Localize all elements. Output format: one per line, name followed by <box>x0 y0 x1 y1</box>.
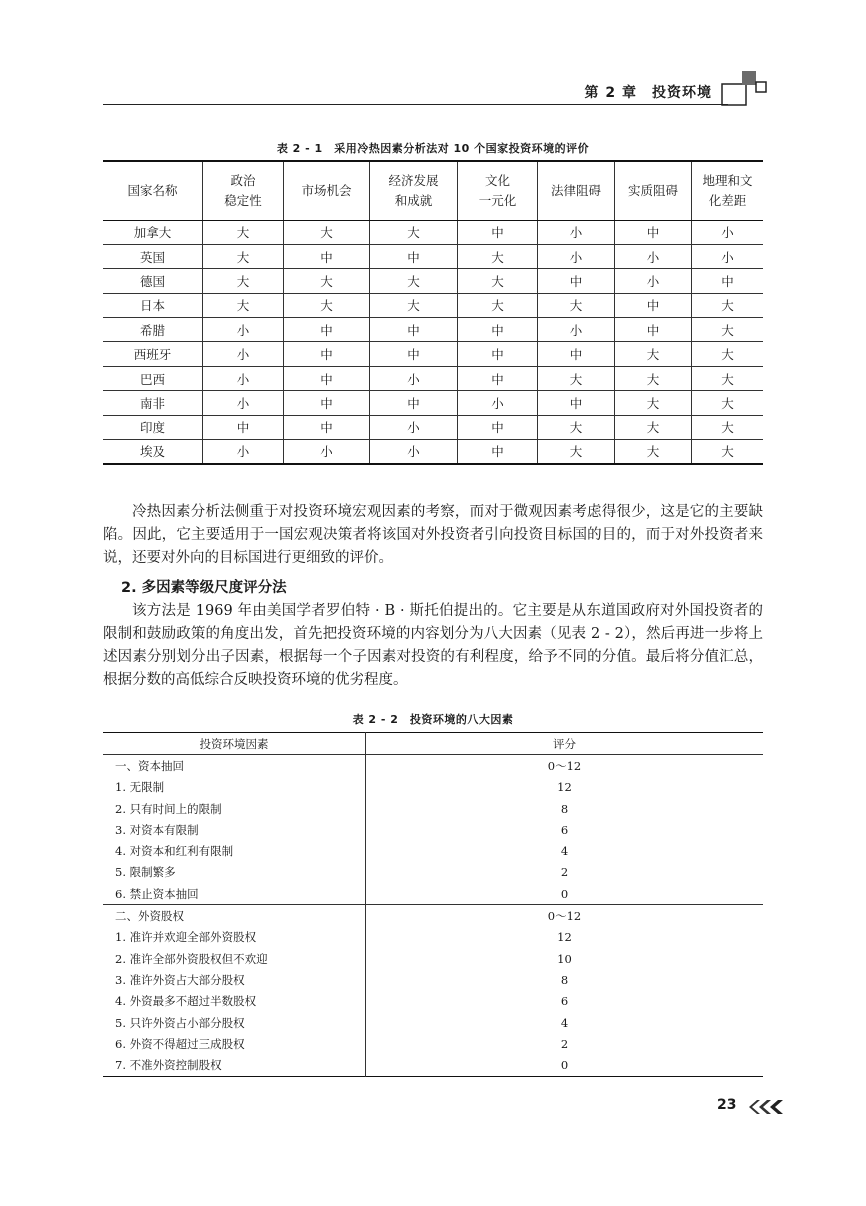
table2-factor-cell: 1. 准许并欢迎全部外资股权 <box>115 930 257 945</box>
table1-header-line: 政治 <box>230 172 256 188</box>
table1-rating-cell: 中 <box>284 244 370 268</box>
table1-row <box>103 391 763 415</box>
table2-row <box>103 840 763 861</box>
table1-header-cell: 国家名称 <box>103 161 203 220</box>
table1-country-cell: 加拿大 <box>103 220 203 244</box>
table1-header-line: 和成就 <box>394 192 433 208</box>
table2-header-row <box>103 733 763 755</box>
table1-country-cell: 希腊 <box>103 318 203 342</box>
table1-country-cell: 西班牙 <box>103 342 203 366</box>
table1-rating-cell: 大 <box>538 293 615 317</box>
table1-rating-cell: 中 <box>458 342 538 366</box>
table1-rating-cell: 小 <box>203 366 284 390</box>
table1-country-cell: 埃及 <box>103 440 203 464</box>
table1-rating-cell: 中 <box>458 220 538 244</box>
table1-rating-cell: 大 <box>203 244 284 268</box>
table1-rating-cell: 大 <box>615 391 692 415</box>
table1-rating-cell: 大 <box>615 342 692 366</box>
table2-row <box>103 1012 763 1033</box>
chapter-header-title: 第 2 章 投资环境 <box>584 85 712 101</box>
table1-rating-cell: 大 <box>284 220 370 244</box>
table1-row <box>103 293 763 317</box>
table1-rating-cell: 大 <box>692 391 764 415</box>
table1-rating-cell: 小 <box>203 318 284 342</box>
table2-row <box>103 927 763 948</box>
table1-rating-cell: 大 <box>538 415 615 439</box>
table1-rating-cell: 大 <box>203 293 284 317</box>
table2-row <box>103 905 763 927</box>
table1-rating-cell: 中 <box>284 342 370 366</box>
table2-score-cell: 0～12 <box>366 755 764 777</box>
section-heading: 2. 多因素等级尺度评分法 <box>121 580 287 596</box>
table1-row <box>103 366 763 390</box>
table1-rating-cell: 大 <box>458 269 538 293</box>
table1-rating-cell: 中 <box>538 269 615 293</box>
table1-row <box>103 318 763 342</box>
table1-header-line: 经济发展 <box>388 172 439 188</box>
table1-rating-cell: 中 <box>458 366 538 390</box>
table2-row <box>103 862 763 883</box>
table1-rating-cell: 中 <box>538 342 615 366</box>
table1-header-row <box>103 161 763 220</box>
table1-rating-cell: 小 <box>692 220 764 244</box>
table1-header-cell: 市场机会 <box>284 161 370 220</box>
table1-rating-cell: 大 <box>692 366 764 390</box>
table1-rating-cell: 小 <box>615 269 692 293</box>
table2-row <box>103 1054 763 1076</box>
table1-row <box>103 269 763 293</box>
table2-score-cell: 4 <box>366 1012 764 1033</box>
table2-score-cell: 6 <box>366 819 764 840</box>
table2-factor-cell: 6. 禁止资本抽回 <box>115 886 199 901</box>
table1-rating-cell: 中 <box>458 415 538 439</box>
table1-rating-cell: 小 <box>203 391 284 415</box>
table1-rating-cell: 中 <box>370 244 458 268</box>
table1-rating-cell: 中 <box>370 342 458 366</box>
table1-rating-cell: 小 <box>458 391 538 415</box>
table1-rating-cell: 中 <box>538 391 615 415</box>
table1-rating-cell: 小 <box>692 244 764 268</box>
table1-rating-cell: 大 <box>370 220 458 244</box>
table1-rating-cell: 小 <box>370 440 458 464</box>
table2-caption: 表 2 - 2 投资环境的八大因素 <box>352 713 514 726</box>
table2-header-cell: 投资环境因素 <box>103 733 366 755</box>
table1-rating-cell: 中 <box>370 391 458 415</box>
page-number: 23 <box>717 1097 737 1113</box>
table1-rating-cell: 中 <box>370 318 458 342</box>
table2-factor-cell: 1. 无限制 <box>115 780 165 795</box>
table2-score-cell: 2 <box>366 862 764 883</box>
table2-score-cell: 8 <box>366 969 764 990</box>
table2-factor-cell: 一、资本抽回 <box>115 758 184 773</box>
table2-score-cell: 0 <box>366 883 764 905</box>
table2-factor-cell: 3. 对资本有限制 <box>115 822 199 837</box>
table2-row <box>103 819 763 840</box>
table2-factor-cell: 4. 对资本和红利有限制 <box>115 844 234 859</box>
chapter-corner-mark-icon <box>721 70 769 106</box>
table2 <box>103 732 763 1077</box>
table1-rating-cell: 大 <box>692 318 764 342</box>
table1-rating-cell: 中 <box>284 318 370 342</box>
table1-header-cell: 法律阻碍 <box>538 161 615 220</box>
table1-row <box>103 342 763 366</box>
table1-header-cell <box>458 161 538 220</box>
table2-score-cell: 6 <box>366 991 764 1012</box>
table1-header-line: 稳定性 <box>224 192 262 208</box>
table1-rating-cell: 小 <box>370 415 458 439</box>
table1-rating-cell: 中 <box>615 220 692 244</box>
table1-rating-cell: 中 <box>458 318 538 342</box>
table1-country-cell: 巴西 <box>103 366 203 390</box>
table2-row <box>103 991 763 1012</box>
table1-rating-cell: 大 <box>538 440 615 464</box>
table1-row <box>103 220 763 244</box>
table1-header-line: 文化 <box>484 172 510 188</box>
table2-score-cell: 10 <box>366 948 764 969</box>
table2-row <box>103 755 763 777</box>
table1-rating-cell: 小 <box>538 220 615 244</box>
table1-rating-cell: 中 <box>284 391 370 415</box>
table1-country-cell: 南非 <box>103 391 203 415</box>
table1-header-cell <box>370 161 458 220</box>
table1-header-line: 地理和文 <box>702 172 753 188</box>
table1-rating-cell: 中 <box>203 415 284 439</box>
table1-rating-cell: 大 <box>284 269 370 293</box>
table2-row <box>103 948 763 969</box>
table1-rating-cell: 小 <box>284 440 370 464</box>
table1-rating-cell: 小 <box>370 366 458 390</box>
table1-rating-cell: 大 <box>615 366 692 390</box>
table1-rating-cell: 中 <box>284 366 370 390</box>
table2-row <box>103 1033 763 1054</box>
table2-factor-cell: 3. 准许外资占大部分股权 <box>115 972 245 987</box>
table1-caption: 表 2 - 1 采用冷热因素分析法对 10 个国家投资环境的评价 <box>276 142 590 155</box>
table1-rating-cell: 小 <box>538 244 615 268</box>
table1-country-cell: 英国 <box>103 244 203 268</box>
paragraph-2: 该方法是 1969 年由美国学者罗伯特 · B · 斯托伯提出的。它主要是从东道国政府对外国投资者的限制和鼓励政策的角度出发，首先把投资环境的内容划分为八大因素（见表 2 - 2），然后再进一步将上述因素分别划分出子因素，根据每一个子因素对投资的有利程度，给予不同的分值。最后将分值汇总，根据分数的高低综合反映投资环境的优劣程度。 <box>103 603 763 688</box>
table2-factor-cell: 4. 外资最多不超过半数股权 <box>115 994 257 1009</box>
table1-header-cell <box>692 161 764 220</box>
table1-rating-cell: 大 <box>370 269 458 293</box>
table1-rating-cell: 小 <box>538 318 615 342</box>
table1-header-cell <box>203 161 284 220</box>
table2-score-cell: 4 <box>366 840 764 861</box>
table1-rating-cell: 大 <box>538 366 615 390</box>
table1-country-cell: 印度 <box>103 415 203 439</box>
table2-score-cell: 12 <box>366 927 764 948</box>
table1-header-cell: 实质阻碍 <box>615 161 692 220</box>
table2-score-cell: 0～12 <box>366 905 764 927</box>
table2-factor-cell: 7. 不准外资控制股权 <box>115 1058 222 1073</box>
table1-rating-cell: 大 <box>203 220 284 244</box>
table1-rating-cell: 大 <box>692 415 764 439</box>
table1-rating-cell: 大 <box>615 415 692 439</box>
table2-factor-cell: 5. 限制繁多 <box>115 865 176 880</box>
table1-rating-cell: 中 <box>458 440 538 464</box>
table2-row <box>103 969 763 990</box>
page-arrows-icon <box>745 1099 787 1115</box>
table1-rating-cell: 大 <box>203 269 284 293</box>
table2-factor-cell: 6. 外资不得超过三成股权 <box>115 1036 245 1051</box>
table2-factor-cell: 2. 只有时间上的限制 <box>115 801 222 816</box>
table2-score-cell: 2 <box>366 1033 764 1054</box>
header-rule <box>103 104 728 105</box>
table1-row <box>103 415 763 439</box>
table1-rating-cell: 中 <box>284 415 370 439</box>
table2-score-cell: 12 <box>366 777 764 798</box>
paragraph-1: 冷热因素分析法侧重于对投资环境宏观因素的考察，而对于微观因素考虑得很少，这是它的主要缺陷。因此，它主要适用于一国宏观决策者将该国对外投资者引向投资目标国的目的，而于对外投资者来说，还要对外向的目标国进行更细致的评价。 <box>103 504 763 566</box>
table2-score-cell: 8 <box>366 798 764 819</box>
table1-rating-cell: 中 <box>615 293 692 317</box>
table1-rating-cell: 大 <box>458 244 538 268</box>
table1-row <box>103 440 763 464</box>
table2-row <box>103 883 763 905</box>
table1 <box>103 160 763 465</box>
table1-rating-cell: 大 <box>692 342 764 366</box>
table1-rating-cell: 大 <box>284 293 370 317</box>
table1-rating-cell: 大 <box>615 440 692 464</box>
table1-rating-cell: 小 <box>203 440 284 464</box>
table2-row <box>103 798 763 819</box>
table2-factor-cell: 5. 只许外资占小部分股权 <box>115 1015 245 1030</box>
table1-rating-cell: 小 <box>203 342 284 366</box>
table2-factor-cell: 二、外资股权 <box>103 905 366 927</box>
table1-rating-cell: 大 <box>692 293 764 317</box>
table1-header-line: 化差距 <box>708 192 747 208</box>
table1-rating-cell: 小 <box>615 244 692 268</box>
table1-header-line: 一元化 <box>478 192 517 208</box>
table1-country-cell: 日本 <box>103 293 203 317</box>
table1-rating-cell: 大 <box>370 293 458 317</box>
table1-rating-cell: 中 <box>692 269 764 293</box>
table1-row <box>103 244 763 268</box>
table1-rating-cell: 中 <box>615 318 692 342</box>
table1-rating-cell: 大 <box>692 440 764 464</box>
table2-header-cell: 评分 <box>366 733 764 755</box>
table2-factor-cell: 2. 准许全部外资股权但不欢迎 <box>115 951 268 966</box>
table1-rating-cell: 大 <box>458 293 538 317</box>
table2-score-cell: 0 <box>366 1054 764 1076</box>
table2-row <box>103 777 763 798</box>
table1-country-cell: 德国 <box>103 269 203 293</box>
